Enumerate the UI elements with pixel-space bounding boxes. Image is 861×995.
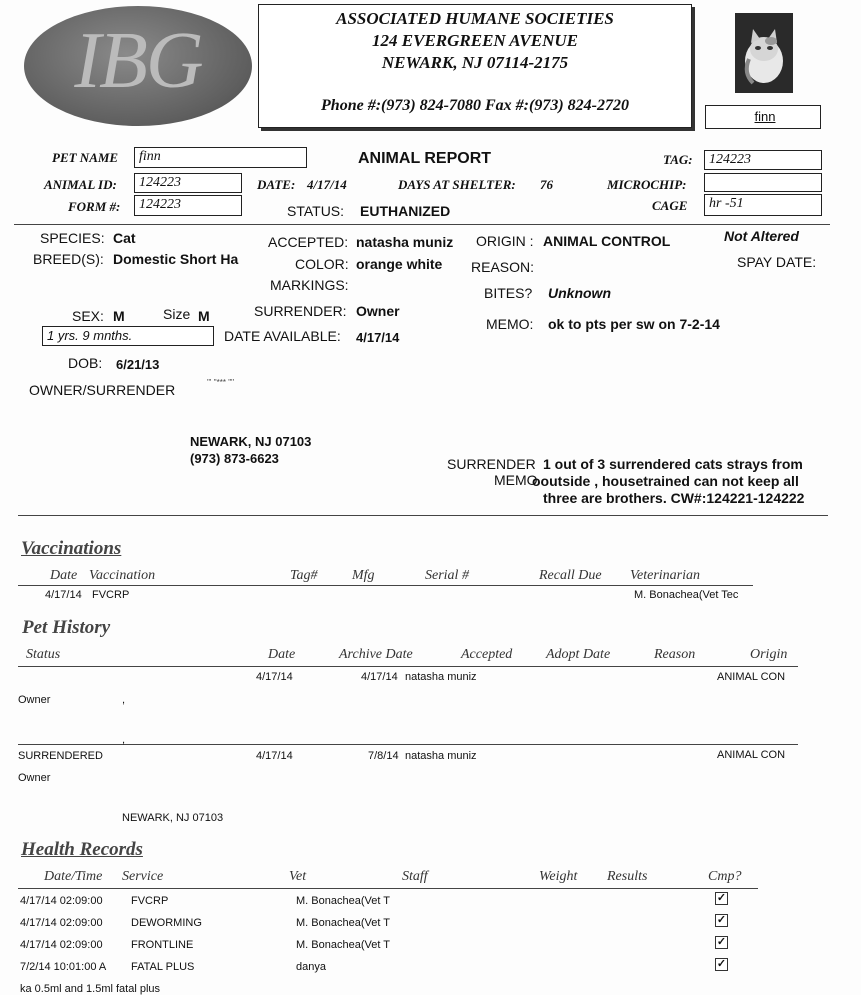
vacc-col-recall: Recall Due: [539, 568, 602, 583]
cage-label: CAGE: [652, 198, 688, 213]
hist-row2-sub: Owner: [18, 772, 51, 784]
health-row2-checkbox[interactable]: ✓: [716, 914, 727, 926]
origin-label: ORIGIN :: [476, 233, 534, 249]
surrender-memo-line-3: three are brothers. CW#:124221-124222: [543, 490, 805, 506]
health-col-staff: Staff: [402, 869, 428, 884]
species-value: Cat: [113, 230, 136, 246]
vacc-col-date: Date: [50, 568, 78, 583]
days-value: 76: [540, 177, 553, 192]
health-row1-datetime: 4/17/14 02:09:00: [20, 895, 103, 907]
surrender-label: SURRENDER:: [254, 303, 347, 319]
logo: [24, 6, 252, 126]
health-col-results: Results: [607, 869, 648, 884]
origin-value: ANIMAL CONTROL: [543, 233, 671, 249]
date-value: 4/17/14: [307, 177, 347, 192]
health-row1-vet: M. Bonachea(Vet T: [296, 895, 390, 907]
animal-id-field: 124223: [134, 173, 242, 193]
shelter-box: [258, 4, 692, 128]
date-available-value: 4/17/14: [356, 330, 400, 345]
health-row3-service: FRONTLINE: [131, 939, 194, 951]
hist-col-status: Status: [26, 647, 61, 662]
surrender-memo-label-1: SURRENDER: [447, 456, 536, 472]
surrender-value: Owner: [356, 303, 400, 319]
surrender-memo-line-1: 1 out of 3 surrendered cats strays from: [543, 456, 803, 472]
health-row2-datetime: 4/17/14 02:09:00: [20, 917, 103, 929]
pet-name-field: finn: [134, 147, 307, 168]
history-title: Pet History: [22, 617, 111, 638]
hist-row1-mark: ,: [122, 694, 126, 706]
hist-row1-date: 4/17/14: [256, 671, 293, 683]
health-row2-vet: M. Bonachea(Vet T: [296, 917, 390, 929]
hist-row1-archive: 4/17/14: [361, 671, 398, 683]
cage-field: hr -51: [704, 194, 822, 216]
vacc-col-vet: Veterinarian: [630, 568, 700, 583]
days-label: DAYS AT SHELTER:: [398, 177, 516, 192]
shelter-street: 124 EVERGREEN AVENUE: [372, 31, 578, 50]
vacc-col-mfg: Mfg: [352, 568, 375, 583]
health-row1-service: FVCRP: [131, 895, 169, 907]
health-row3-checkbox[interactable]: ✓: [716, 936, 727, 948]
health-row1-checkbox[interactable]: ✓: [716, 892, 727, 904]
divider-top: [14, 224, 830, 225]
reason-label: REASON:: [471, 259, 535, 275]
hist-row1-accepted: natasha muniz: [405, 671, 477, 683]
color-value: orange white: [356, 256, 443, 272]
health-row4-datetime: 7/2/14 10:01:00 A: [20, 961, 107, 973]
hist-row1-sub: Owner: [18, 694, 51, 706]
tag-label: TAG:: [663, 152, 693, 167]
vacc-row-vaccination: FVCRP: [92, 589, 130, 601]
health-row2-service: DEWORMING: [131, 917, 202, 929]
health-row4-service: FATAL PLUS: [131, 961, 195, 973]
date-label: DATE:: [257, 177, 296, 192]
hist-col-adopt: Adopt Date: [546, 647, 611, 662]
date-available-label: DATE AVAILABLE:: [224, 328, 341, 344]
bites-value: Unknown: [548, 285, 611, 301]
hist-col-date: Date: [268, 647, 296, 662]
health-row4-checkbox[interactable]: ✓: [716, 958, 727, 970]
cat-photo-icon: [735, 13, 793, 93]
form-field: 124223: [134, 195, 242, 216]
hist-row2-status: SURRENDERED: [18, 750, 103, 762]
altered-value: Not Altered: [724, 228, 799, 244]
breed-label: BREED(S):: [33, 251, 104, 267]
pet-photo: [735, 13, 793, 93]
hist-row2-accepted: natasha muniz: [405, 750, 477, 762]
photo-caption: finn: [705, 105, 821, 129]
health-row4-vet: danya: [296, 961, 326, 973]
hist-row2-mark: ,: [122, 734, 126, 746]
hist-row-rule: [18, 744, 798, 745]
memo-value: ok to pts per sw on 7-2-14: [548, 316, 720, 332]
status-value: EUTHANIZED: [360, 203, 451, 219]
hist-col-origin: Origin: [750, 647, 788, 662]
vacc-col-vaccination: Vaccination: [89, 568, 156, 583]
hist-row2-date: 4/17/14: [256, 750, 293, 762]
pet-name-label: PET NAME: [52, 150, 119, 165]
vacc-col-serial: Serial #: [425, 568, 469, 583]
size-value: M: [198, 308, 210, 324]
size-label: Size: [163, 306, 191, 322]
health-col-cmp: Cmp?: [708, 869, 742, 884]
sex-value: M: [113, 308, 125, 324]
health-col-vet: Vet: [289, 869, 307, 884]
hist-address: NEWARK, NJ 07103: [122, 812, 224, 824]
dob-value: 6/21/13: [116, 357, 160, 372]
vacc-row-vet: M. Bonachea(Vet Tec: [634, 589, 739, 601]
sex-label: SEX:: [72, 308, 104, 324]
owner-phone: (973) 873-6623: [190, 451, 279, 466]
owner-label: OWNER/SURRENDER: [29, 382, 176, 398]
health-col-weight: Weight: [539, 869, 578, 884]
animal-id-label: ANIMAL ID:: [44, 177, 117, 192]
surrender-memo-label-2: MEMO: [494, 472, 538, 488]
form-label: FORM #:: [68, 199, 121, 214]
hist-col-accepted: Accepted: [461, 647, 513, 662]
spay-date-label: SPAY DATE:: [737, 254, 817, 270]
health-note: ka 0.5ml and 1.5ml fatal plus: [20, 983, 161, 995]
hist-col-reason: Reason: [654, 647, 696, 662]
health-title: Health Records: [21, 839, 143, 860]
vacc-row-date: 4/17/14: [45, 589, 82, 601]
vaccinations-title: Vaccinations: [21, 538, 122, 559]
hist-header-rule: [18, 666, 798, 667]
hist-row2-origin: ANIMAL CON: [717, 749, 786, 761]
owner-name-redacted: '" ''*** "'': [207, 378, 235, 387]
shelter-city: NEWARK, NJ 07114-2175: [381, 53, 569, 72]
health-header-rule: [18, 888, 758, 889]
divider-mid: [18, 515, 828, 516]
health-col-service: Service: [122, 869, 164, 884]
dob-label: DOB:: [68, 355, 103, 371]
logo-text: IBG: [74, 17, 202, 105]
owner-city: NEWARK, NJ 07103: [190, 434, 312, 449]
hist-col-archive: Archive Date: [339, 647, 413, 662]
accepted-value: natasha muniz: [356, 234, 454, 250]
shelter-name: ASSOCIATED HUMANE SOCIETIES: [336, 9, 614, 28]
hist-row1-origin: ANIMAL CON: [717, 671, 786, 683]
hist-row2-archive: 7/8/14: [368, 750, 399, 762]
age-field: 1 yrs. 9 mnths.: [42, 326, 214, 346]
vacc-header-rule: [18, 585, 753, 586]
markings-label: MARKINGS:: [270, 277, 349, 293]
microchip-label: MICROCHIP:: [607, 177, 687, 192]
species-label: SPECIES:: [40, 230, 105, 246]
memo-label: MEMO:: [486, 316, 534, 332]
bites-label: BITES?: [484, 285, 533, 301]
report-title: ANIMAL REPORT: [358, 150, 492, 167]
shelter-contact: Phone #:(973) 824-7080 Fax #:(973) 824-2720: [321, 97, 629, 114]
health-row3-vet: M. Bonachea(Vet T: [296, 939, 390, 951]
health-col-datetime: Date/Time: [44, 869, 103, 884]
surrender-memo-line-2: ooutside , housetrained can not keep all: [532, 473, 799, 489]
tag-field: 124223: [704, 150, 822, 170]
breed-value: Domestic Short Ha: [113, 251, 239, 267]
microchip-field: [704, 173, 822, 192]
status-label: STATUS:: [287, 203, 345, 219]
vacc-col-tag: Tag#: [290, 568, 318, 583]
color-label: COLOR:: [295, 256, 349, 272]
health-row3-datetime: 4/17/14 02:09:00: [20, 939, 103, 951]
accepted-label: ACCEPTED:: [268, 234, 349, 250]
